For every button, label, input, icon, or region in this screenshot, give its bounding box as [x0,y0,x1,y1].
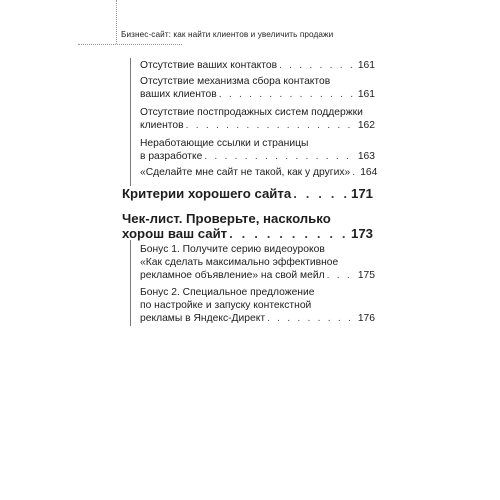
toc-page-number: 163 [357,151,375,162]
toc-entry-title: «Сделайте мне сайт не такой, как у других» [140,167,351,178]
section-rule [130,58,131,186]
toc-page-number: 161 [357,60,375,71]
toc-entry-title: «Как сделать максимально эффективное [140,256,339,268]
toc-entry-title: Бонус 1. Получите серию видеоуроков [140,244,325,255]
toc-leader-dots [279,60,356,73]
toc-page-number: 162 [357,120,375,131]
toc-entry-title: рекламы в Яндекс-Директ [140,313,266,324]
toc-chapter-title: хорош ваш сайт [122,226,228,241]
toc-entry-title: рекламное объявление» на свой мейл [140,270,325,281]
toc-chapter [122,211,373,227]
toc-page-number: 175 [357,270,375,281]
toc-entry [140,60,375,73]
toc-entry-last-line [140,89,375,102]
toc-leader-dots [204,151,356,164]
toc-leader-dots [293,186,349,202]
toc-entry-last-line [140,313,375,326]
toc-entry-title: ваших клиентов [140,89,217,100]
toc-entry-title: в разработке [140,151,203,162]
toc-page-number: 173 [350,226,373,241]
toc-leader-dots [267,313,356,326]
toc-entry-title: по настройке и запуску контекстной [140,299,312,311]
toc-entry [140,287,375,313]
toc-entry [140,167,378,180]
section-rule [130,240,131,326]
toc-entry [140,244,375,270]
toc-entry-title: Отсутствие механизма сбора контактов [140,76,331,87]
toc-entry-last-line [140,120,375,133]
toc-chapter-last-line [122,226,373,242]
toc-entry [140,107,375,120]
toc-entry-title: Отсутствие постпродажных систем поддержки [140,107,363,118]
toc-page-number: 176 [357,313,375,324]
toc-leader-dots [219,89,356,102]
toc-entry-title: Неработающие ссылки и страницы [140,138,309,149]
toc-entry [140,138,375,151]
toc-entry-title: клиентов [140,120,184,131]
toc-entry-last-line [140,270,375,283]
toc-leader-dots [327,270,356,283]
toc-page-number: 164 [360,167,378,178]
toc-entry [140,76,375,89]
toc-chapter-title: Критерии хорошего сайта [122,186,292,201]
toc-leader-dots [186,120,356,133]
toc-page-number: 161 [357,89,375,100]
running-header: Бизнес-сайт: как найти клиентов и увеличить продажи [121,30,334,39]
toc-page-number: 171 [350,186,373,201]
toc-chapter-title: Чек-лист. Проверьте, насколько [122,211,331,226]
toc-leader-dots [352,167,358,180]
toc-entry-title: Отсутствие ваших контактов [140,60,278,71]
toc-entry-title: Бонус 2. Специальное предложение [140,287,315,298]
toc-entry-last-line [140,151,375,164]
toc-chapter [122,186,373,202]
toc-leader-dots [229,226,349,242]
